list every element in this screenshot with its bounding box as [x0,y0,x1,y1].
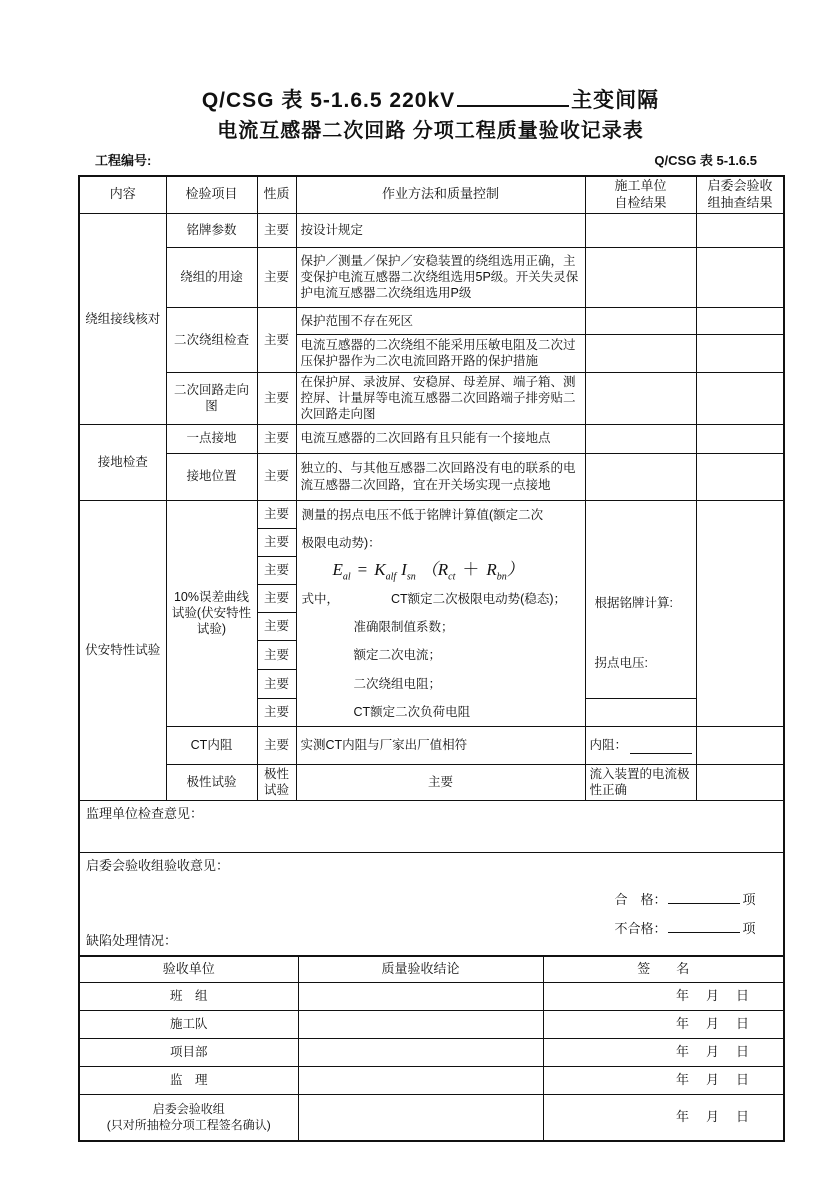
cell-nature: 主要 [257,307,296,372]
va-line: CT额定二次负荷电阻 [353,704,471,719]
row-supervisor-opinion [79,800,784,852]
cell-item: 一点接地 [166,424,257,453]
va-result-line2: 拐点电压: [594,656,648,671]
committee-opinion-label: 启委会验收组验收意见： [86,857,230,873]
col-header-spot-check [696,176,784,213]
cell-nature: 主要 [257,453,296,500]
cell-method: 在保护屏、录波屏、安稳屏、母差屏、端子箱、测控屏、计量屏等电流互感器二次回路端子排旁贴二次回路走向图 [296,372,585,424]
row-polarity [79,765,784,801]
form-title-line1 [78,86,783,116]
unqualified-blank-underline [668,920,740,933]
conclusion-cell-empty [298,983,543,1011]
qualified-label: 合 格： [614,891,667,907]
cell-method: 按设计规定 [296,213,585,247]
qualified-unit: 项 [742,891,756,907]
cell-nature: 主要 [257,584,296,612]
project-number-label: 工程编号: [95,153,152,168]
spot-check-cell-empty [696,334,784,372]
signature-row-team [79,983,784,1011]
cell-item: 极性试验 [257,765,296,801]
signature-row-supervisor [79,1067,784,1095]
va-result-line1: 根据铭牌计算: [594,596,673,611]
group-cell-winding-check: 绕组接线核对 [79,213,166,424]
conclusion-cell-empty [298,1039,543,1067]
unit-cell: 施工队 [79,1011,298,1039]
va-line: 极限电动势)： [301,535,381,550]
group-cell-va-test: 伏安特性试验 [79,500,166,800]
col-header-nature: 性质 [257,176,296,213]
col-header-content: 内容 [79,176,166,213]
spot-check-cell-empty [696,424,784,453]
cell-item: 二次绕组检查 [166,307,257,372]
title-blank-underline [457,89,569,107]
spot-check-cell-empty [696,453,784,500]
row-one-point-ground [79,424,784,453]
table-header-row [79,176,784,213]
self-check-cell-empty [585,247,696,307]
cell-item: CT内阻 [166,727,257,765]
resistance-fill-row [590,737,692,753]
self-check-cell-empty [585,424,696,453]
meta-row [78,152,783,170]
va-line: 额定二次电流； [353,648,442,663]
qualified-blank-underline [668,891,740,904]
conclusion-cell-empty [298,1095,543,1141]
form-content [78,86,783,1142]
spot-check-cell-empty [696,307,784,334]
cell-nature: 主要 [257,556,296,584]
conclusion-cell-empty [298,1067,543,1095]
group-cell-polarity: 极性试验 [166,765,257,801]
cell-method: 独立的、与其他互感器二次回路没有电的联系的电流互感器二次回路，宜在开关场实现一点接地 [296,453,585,500]
row-ground-position [79,453,784,500]
committee-unit-line1: 启委会验收组 [152,1102,225,1117]
formula-note-prefix: 式中， [301,592,340,607]
supervisor-opinion-label: 监理单位检查意见： [86,805,204,821]
self-check-line1: 施工单位 [614,178,667,193]
unqualified-count-row [614,920,755,938]
col-header-acceptance-unit: 验收单位 [79,956,298,983]
va-line: 测量的拐点电压不低于铭牌计算值(额定二次 [301,507,544,522]
signature-table [78,955,785,1142]
spot-check-cell-empty [696,247,784,307]
committee-opinion-block [86,858,778,950]
resistance-label: 内阻： [589,738,628,753]
col-header-method: 作业方法和质量控制 [296,176,585,213]
cell-item: 接地位置 [166,453,257,500]
unit-cell: 监 理 [79,1067,298,1095]
cell-method: 保护范围不存在死区 [296,307,585,334]
date-cell: 年 月 日 [543,1095,784,1141]
cell-item-va-curve: 10%误差曲线试验(伏安特性试验) [166,500,257,727]
spot-check-cell-empty [696,500,784,727]
date-cell: 年 月 日 [543,1039,784,1067]
cell-nature: 主要 [257,640,296,669]
formula-expression: $E_{al} = K_{alf}$ $I_{sn}$ $(R_{ct} + R_{bn})$ [332,559,524,583]
title-line1-prefix: Q/CSG 表 5-1.6.5 220kV [201,89,456,112]
va-line: 二次绕组电阻； [353,676,442,691]
row-secondary-winding-a [79,307,784,334]
cell-nature: 主要 [257,213,296,247]
defect-handling-label: 缺陷处理情况： [86,932,178,948]
resistance-blank-underline [630,740,691,754]
col-header-signature: 签 名 [543,956,784,983]
unqualified-unit: 项 [742,920,756,936]
cell-nature: 主要 [257,612,296,640]
cell-self-check-resistance [585,727,696,765]
supervisor-opinion-cell [79,800,784,852]
row-circuit-diagram [79,372,784,424]
cell-method: 实测CT内阻与厂家出厂值相符 [296,727,585,765]
group-cell-grounding: 接地检查 [79,424,166,500]
conclusion-cell-empty [298,1011,543,1039]
self-check-cell-empty [585,698,696,726]
va-formula [297,557,585,585]
row-winding-use [79,247,784,307]
qualified-count-row [614,891,755,909]
title-line1-suffix: 主变间隔 [571,89,660,112]
signature-header-row [79,956,784,983]
self-check-cell-empty [585,453,696,500]
signature-row-construction-crew [79,1011,784,1039]
self-check-cell-empty [696,765,784,801]
cell-nature: 主要 [257,372,296,424]
committee-unit-line2: (只对所抽检分项工程签名确认) [106,1118,271,1133]
cell-item: 铭牌参数 [166,213,257,247]
col-header-item: 检验项目 [166,176,257,213]
cell-nature: 主要 [296,765,585,801]
col-header-self-check [585,176,696,213]
self-check-cell-empty [585,307,696,334]
col-header-conclusion: 质量验收结论 [298,956,543,983]
va-result-block [590,503,692,695]
self-check-cell-empty [585,334,696,372]
signature-row-committee [79,1095,784,1141]
row-nameplate [79,213,784,247]
cell-method: 保护／测量／保护／安稳装置的绕组选用正确，主变保护电流互感器二次绕组选用5P级。开关失灵保护电流互感器二次绕组选用P级 [296,247,585,307]
cell-nature: 主要 [257,669,296,698]
self-check-cell-empty [585,213,696,247]
date-cell: 年 月 日 [543,1011,784,1039]
main-table [78,175,785,957]
signature-row-project-dept [79,1039,784,1067]
spot-check-cell-empty [696,213,784,247]
cell-item: 绕组的用途 [166,247,257,307]
spot-check-line2: 组抽查结果 [707,194,773,210]
cell-item: 二次回路走向图 [166,372,257,424]
cell-method: 流入装置的电流极性正确 [585,765,696,801]
cell-nature: 主要 [257,528,296,556]
form-code: Q/CSG 表 5-1.6.5 [654,153,757,168]
va-line: 准确限制值系数； [353,620,454,635]
cell-nature: 主要 [257,247,296,307]
va-line [297,585,585,613]
committee-opinion-cell [79,852,784,956]
cell-nature: 主要 [257,424,296,453]
self-check-cell-empty [585,372,696,424]
date-cell: 年 月 日 [543,1067,784,1095]
row-va-1 [79,500,784,528]
unit-cell: 项目部 [79,1039,298,1067]
spot-check-cell-empty [696,727,784,765]
row-ct-resistance [79,727,784,765]
spot-check-cell-empty [696,372,784,424]
cell-method-va [296,500,585,727]
cell-nature: 主要 [257,500,296,528]
unqualified-label: 不合格： [614,920,667,936]
unit-cell: 班 组 [79,983,298,1011]
cell-method: 电流互感器的二次回路有且只能有一个接地点 [296,424,585,453]
self-check-line2: 自检结果 [614,194,667,210]
spot-check-line1: 启委会验收 [707,178,773,193]
cell-method: 电流互感器的二次绕组不能采用压敏电阻及二次过压保护器作为二次电流回路开路的保护措施 [296,334,585,372]
unit-cell-committee [79,1095,298,1141]
date-cell: 年 月 日 [543,983,784,1011]
form-title-line2: 电流互感器二次回路 分项工程质量验收记录表 [217,120,644,142]
formula-note-1: CT额定二次极限电动势(稳态)； [391,592,567,607]
cell-nature: 主要 [257,698,296,726]
cell-nature: 主要 [257,727,296,765]
cell-self-check-va [585,500,696,698]
row-committee-opinion [79,852,784,956]
